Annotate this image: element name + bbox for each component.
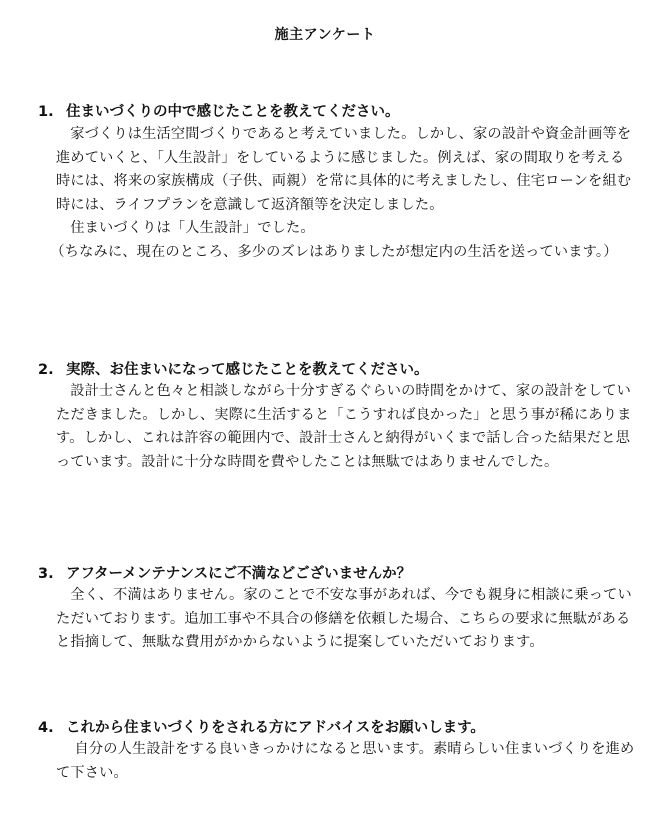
question-text: アフターメンテナンスにご不満などございませんか？ bbox=[66, 566, 412, 582]
question-number: 4. bbox=[38, 720, 54, 736]
answer-body bbox=[50, 123, 638, 264]
answer-paragraph: 設計士さんと色々と相談しながら十分すぎるぐらいの時間をかけて、家の設計をしていただきました。しかし、実際に生活すると「こうすれば良かった」と思う事が稀にあります。しかし、これは許容の範囲内で、設計士さんと納得がいくまで話し合った結果だと思っています。設計に十分な時間を費やしたことは無駄ではありませんでした。 bbox=[56, 383, 632, 470]
answer-body bbox=[56, 584, 638, 655]
page-title: 施主アンケート bbox=[274, 27, 376, 43]
question-heading bbox=[38, 562, 638, 584]
question-heading bbox=[38, 358, 638, 380]
answer-paragraph: 住まいづくりは「人生設計」でした。 bbox=[70, 220, 315, 236]
question-text: これから住まいづくりをされる方にアドバイスをお願いします。 bbox=[66, 720, 485, 736]
answer-body bbox=[56, 738, 638, 785]
answer-paragraph: 全く、不満はありません。家のことで不安な事があれば、今でも親身に相談に乗っていただいております。追加工事や不具合の修繕を依頼した場合、こちらの要求に無駄があると指摘して、無駄な費用がかからないように提案していただいております。 bbox=[56, 587, 632, 650]
question-heading bbox=[38, 100, 638, 122]
question-section-3 bbox=[38, 562, 638, 655]
answer-paragraph: 自分の人生設計をする良いきっかけになると思います。素晴らしい住まいづくりを進めて下さい。 bbox=[56, 741, 635, 781]
answer-body bbox=[56, 380, 638, 474]
question-number: 1. bbox=[38, 104, 54, 120]
question-text: 実際、お住まいになって感じたことを教えてください。 bbox=[66, 362, 429, 378]
question-text: 住まいづくりの中で感じたことを教えてください。 bbox=[66, 104, 400, 120]
question-heading bbox=[38, 716, 638, 738]
question-number: 3. bbox=[38, 566, 54, 582]
answer-paragraph: 家づくりは生活空間づくりであると考えていました。しかし、家の設計や資金計画等を進めていくと、「人生設計」をしているように感じました。例えば、家の間取りを考える時には、将来の家族構成（子供、両親）を常に具体的に考えましたし、住宅ローンを組む時には、ライフプランを意識して返済額等を決定しました。 bbox=[56, 126, 632, 213]
answer-paragraph: （ちなみに、現在のところ、多少のズレはありましたが想定内の生活を送っています。） bbox=[50, 243, 618, 260]
question-number: 2. bbox=[38, 362, 54, 378]
question-section-4 bbox=[38, 716, 638, 785]
question-section-2 bbox=[38, 358, 638, 474]
question-section-1 bbox=[38, 100, 638, 264]
